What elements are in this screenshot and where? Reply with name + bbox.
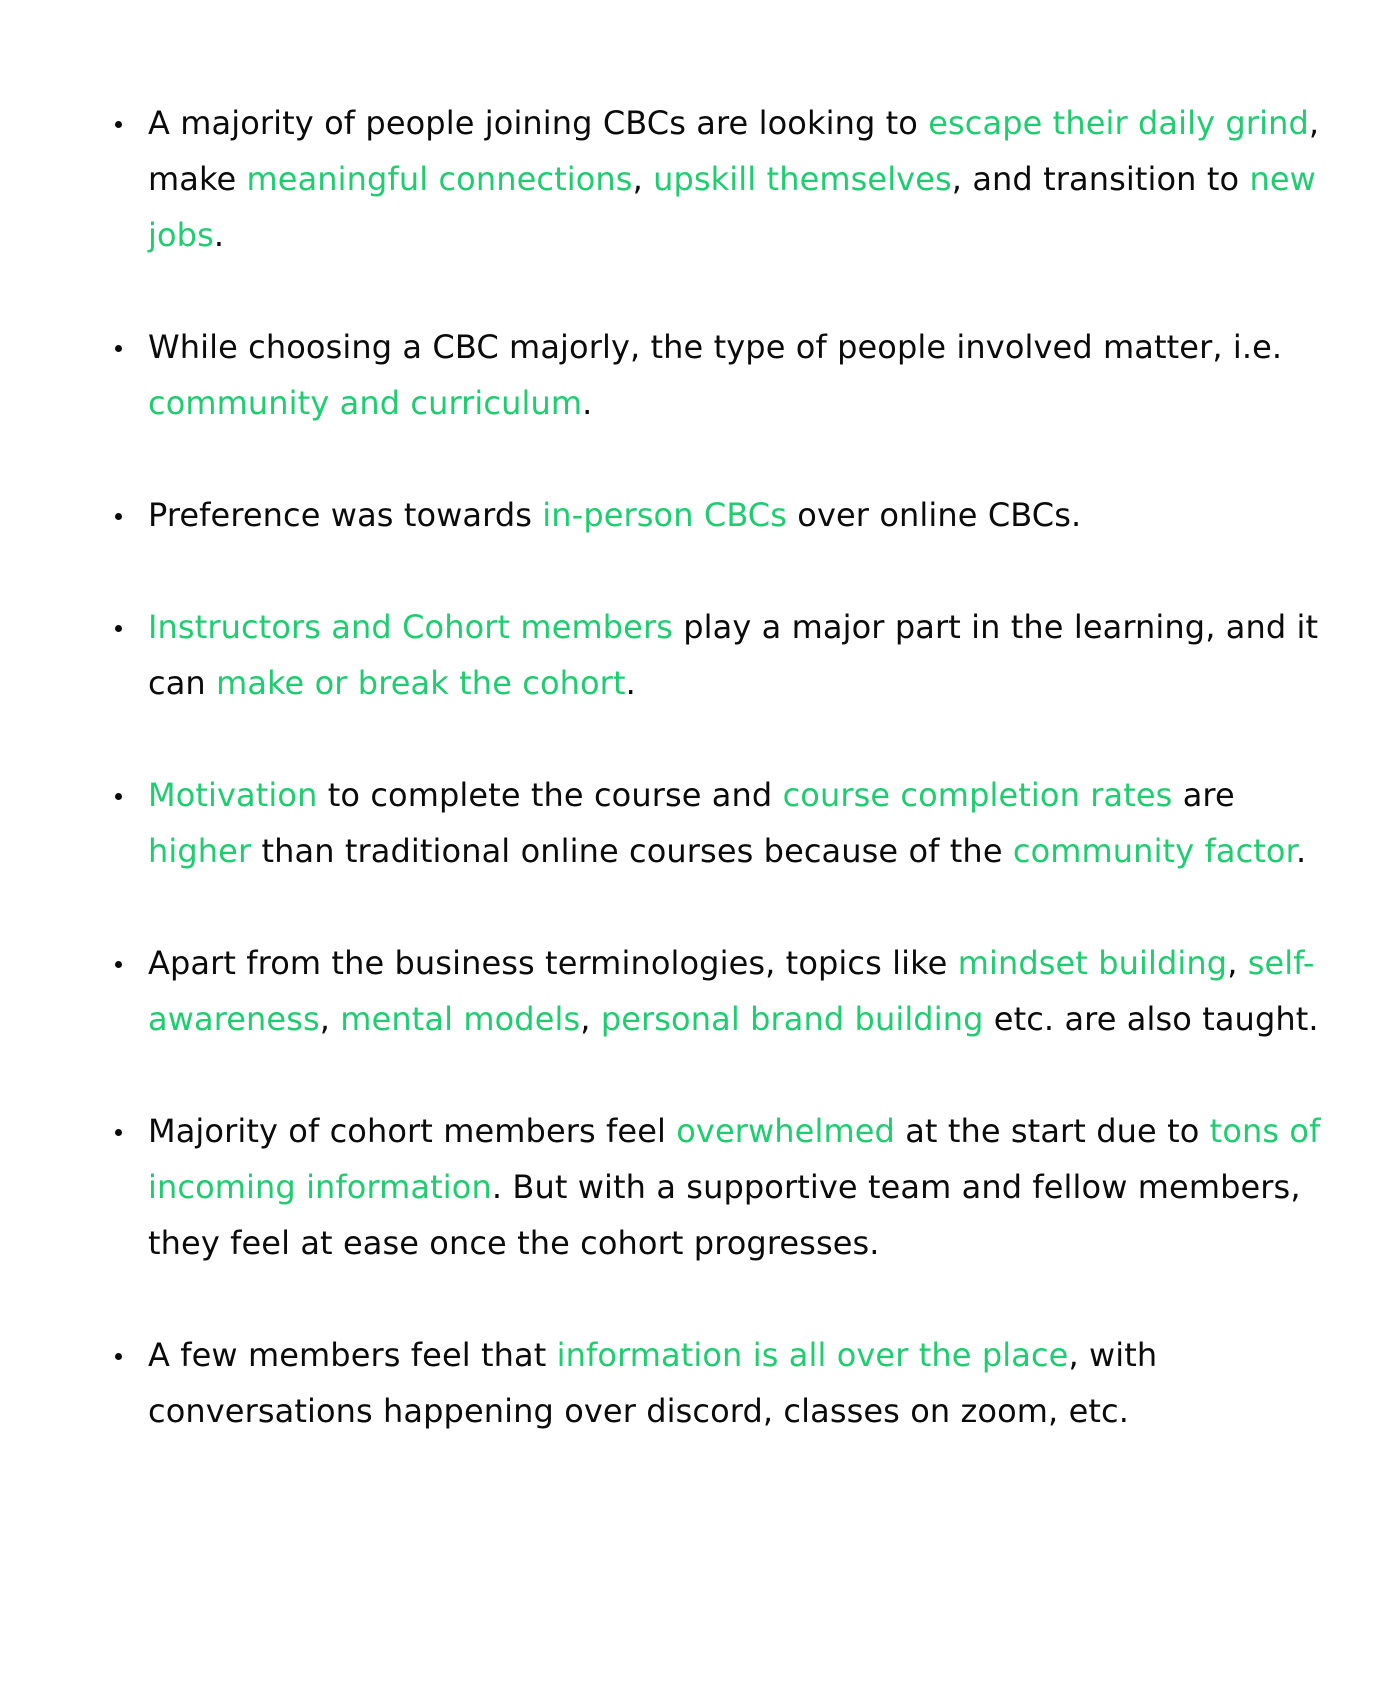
finding-item (148, 599, 1348, 711)
finding-item (148, 487, 1348, 543)
text-segment: Preference was towards (148, 496, 543, 534)
finding-item (148, 767, 1348, 879)
text-segment: . (1295, 832, 1307, 870)
text-segment: . But with a supportive team and fellow members, they feel at ease once the cohort progresses. (148, 1168, 1301, 1262)
text-segment: , (632, 160, 654, 198)
highlighted-phrase: overwhelmed (676, 1112, 895, 1150)
highlighted-phrase: upskill themselves (653, 160, 952, 198)
highlighted-phrase: make or break the cohort (216, 664, 626, 702)
highlighted-phrase: mindset building (957, 944, 1228, 982)
findings-list (148, 95, 1348, 1495)
highlighted-phrase: tons of incoming information (148, 1112, 1321, 1206)
text-segment: over online CBCs. (787, 496, 1082, 534)
finding-item (148, 95, 1348, 263)
highlighted-phrase: community factor (1012, 832, 1296, 870)
highlighted-phrase: escape their daily grind (928, 104, 1309, 142)
text-segment: . (213, 216, 225, 254)
text-segment: Apart from the business terminologies, topics like (148, 944, 958, 982)
text-segment: are (1172, 776, 1235, 814)
finding-item (148, 1327, 1348, 1439)
text-segment: While choosing a CBC majorly, the type of people involved matter, i.e. (148, 328, 1283, 366)
highlighted-phrase: higher (148, 832, 252, 870)
text-segment: , (319, 1000, 341, 1038)
highlighted-phrase: self-awareness (148, 944, 1315, 1038)
text-segment: etc. are also taught. (983, 1000, 1319, 1038)
highlighted-phrase: meaningful connections (246, 160, 633, 198)
finding-item (148, 319, 1348, 431)
text-segment: , (580, 1000, 601, 1038)
highlighted-phrase: in-person CBCs (542, 496, 788, 534)
finding-item (148, 1103, 1348, 1271)
text-segment: , with conversations happening over discord, classes on zoom, etc. (148, 1336, 1158, 1430)
highlighted-phrase: Motivation (148, 776, 318, 814)
text-segment: play a major part in the learning, and it can (148, 608, 1319, 702)
highlighted-phrase: community and curriculum (148, 384, 583, 422)
text-segment: , and transition to (951, 160, 1250, 198)
text-segment: , make (148, 104, 1320, 198)
text-segment: at the start due to (894, 1112, 1210, 1150)
text-segment: A few members feel that (148, 1336, 557, 1374)
text-segment: . (582, 384, 593, 422)
text-segment: , (1227, 944, 1248, 982)
text-segment: Majority of cohort members feel (148, 1112, 677, 1150)
highlighted-phrase: Instructors and Cohort members (148, 608, 673, 646)
highlighted-phrase: personal brand building (600, 1000, 984, 1038)
highlighted-phrase: mental models (340, 1000, 581, 1038)
highlighted-phrase: new jobs (148, 160, 1316, 254)
highlighted-phrase: course completion rates (782, 776, 1173, 814)
text-segment: . (625, 664, 636, 702)
text-segment: than traditional online courses because of the (251, 832, 1013, 870)
text-segment: to complete the course and (317, 776, 783, 814)
text-segment: A majority of people joining CBCs are looking to (148, 104, 929, 142)
finding-item (148, 935, 1348, 1047)
highlighted-phrase: information is all over the place (556, 1336, 1069, 1374)
